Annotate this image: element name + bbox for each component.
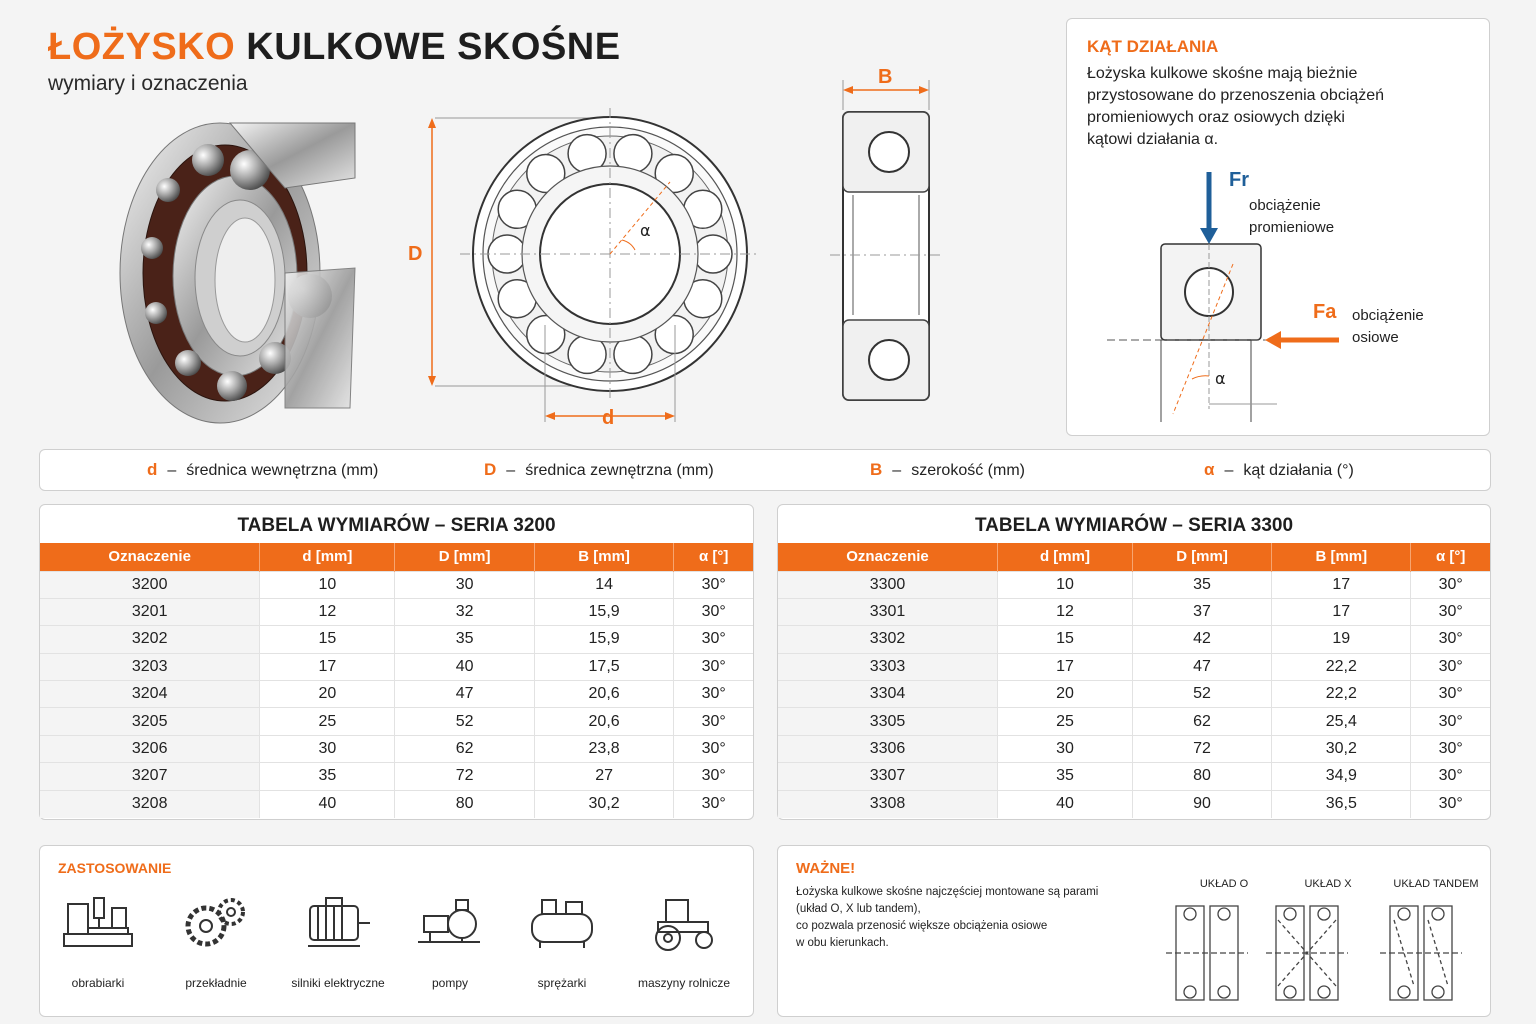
value-cell: 15,9 [534,598,673,625]
designation-cell: 3303 [778,653,998,680]
column-header: d [mm] [260,543,395,571]
symbols-legend [39,449,1491,491]
value-cell: 37 [1132,598,1271,625]
table-row [40,763,753,790]
column-header: Oznaczenie [40,543,260,571]
table-series-3200 [39,504,754,820]
designation-cell: 3203 [40,653,260,680]
value-cell: 30° [1411,626,1490,653]
column-header: B [mm] [534,543,673,571]
angle-info-panel [1066,18,1490,436]
value-cell: 22,2 [1272,653,1411,680]
value-cell: 30° [1411,571,1490,598]
note-text [796,884,1141,952]
layout-o-drawing [1166,906,1248,1000]
value-cell: 30° [674,571,753,598]
value-cell: 30 [998,735,1133,762]
value-cell: 42 [1132,626,1271,653]
legend-item-alpha: α – kąt działania (°) [1204,460,1354,479]
column-header: Oznaczenie [778,543,998,571]
mounting-layouts-diagram [1158,900,1488,1010]
value-cell: 22,2 [1272,681,1411,708]
value-cell: 52 [395,708,534,735]
app-pumps [392,892,508,990]
layout-tandem-label: UKŁAD TANDEM [1393,878,1479,890]
value-cell: 30° [674,790,753,817]
value-cell: 15 [260,626,395,653]
designation-cell: 3208 [40,790,260,817]
designation-cell: 3200 [40,571,260,598]
table-row [778,626,1490,653]
value-cell: 25 [260,708,395,735]
table-row [778,708,1490,735]
value-cell: 17,5 [534,653,673,680]
value-cell: 15,9 [534,626,673,653]
value-cell: 32 [395,598,534,625]
table-row [40,626,753,653]
value-cell: 12 [998,598,1133,625]
page-subtitle: wymiary i oznaczenia [48,72,248,95]
value-cell: 20 [998,681,1133,708]
app-label: obrabiarki [71,976,125,990]
compressor-icon [522,892,602,954]
value-cell: 19 [1272,626,1411,653]
legend-symbol: D [484,460,497,479]
angle-panel-description: Łożyska kulkowe skośne mają bieżnie przystosowane do przenoszenia obciążeń promieniowych oraz osiowych dzięki kątowi działania α. [1087,65,1385,148]
value-cell: 17 [1272,571,1411,598]
designation-cell: 3206 [40,735,260,762]
app-machine-tools [40,892,156,990]
value-cell: 20,6 [534,708,673,735]
value-cell: 30° [1411,735,1490,762]
table-row [40,790,753,817]
important-note-panel [777,845,1491,1017]
table-title: TABELA WYMIARÓW – SERIA 3300 [974,515,1294,536]
tractor-icon [644,892,724,954]
layout-x-drawing [1266,906,1348,1000]
designation-cell: 3304 [778,681,998,708]
app-agricultural-machines [626,892,742,990]
app-compressors [504,892,620,990]
value-cell: 30° [674,735,753,762]
value-cell: 80 [395,790,534,817]
fr-label: Fr [1229,169,1249,191]
value-cell: 10 [998,571,1133,598]
designation-cell: 3204 [40,681,260,708]
table-row [778,763,1490,790]
value-cell: 30,2 [534,790,673,817]
legend-text: kąt działania (°) [1243,462,1354,479]
value-cell: 17 [998,653,1133,680]
table-row [778,598,1490,625]
designation-cell: 3202 [40,626,260,653]
value-cell: 80 [1132,763,1271,790]
value-cell: 30° [1411,790,1490,817]
note-line: w obu kierunkach. [796,937,889,949]
value-cell: 62 [395,735,534,762]
value-cell: 27 [534,763,673,790]
fa-text: obciążenie osiowe [1352,307,1424,346]
layout-x-label: UKŁAD X [1304,878,1352,890]
value-cell: 30° [1411,653,1490,680]
note-title: WAŻNE! [796,860,856,877]
note-line: (układ O, X lub tandem), [796,903,921,915]
table-row [778,571,1490,598]
value-cell: 72 [1132,735,1271,762]
table-series-3300 [777,504,1491,820]
value-cell: 30,2 [1272,735,1411,762]
value-cell: 15 [998,626,1133,653]
designation-cell: 3308 [778,790,998,817]
designation-cell: 3300 [778,571,998,598]
value-cell: 14 [534,571,673,598]
value-cell: 12 [260,598,395,625]
value-cell: 47 [1132,653,1271,680]
value-cell: 52 [1132,681,1271,708]
layout-o-label: UKŁAD O [1199,878,1249,890]
dimensions-table [40,543,753,818]
value-cell: 20,6 [534,681,673,708]
value-cell: 30° [674,708,753,735]
table-row [40,735,753,762]
bearing-3d-illustration [110,108,370,428]
value-cell: 35 [998,763,1133,790]
table-row [40,571,753,598]
label-alpha-front: α [640,221,651,240]
title-accent: ŁOŻYSKO [48,26,236,68]
value-cell: 17 [260,653,395,680]
designation-cell: 3306 [778,735,998,762]
value-cell: 30° [674,763,753,790]
value-cell: 30° [1411,708,1490,735]
table-row [778,790,1490,817]
value-cell: 30° [1411,763,1490,790]
legend-text: szerokość (mm) [911,462,1025,479]
value-cell: 62 [1132,708,1271,735]
value-cell: 30° [1411,598,1490,625]
value-cell: 35 [395,626,534,653]
value-cell: 72 [395,763,534,790]
app-label: maszyny rolnicze [637,976,731,990]
designation-cell: 3301 [778,598,998,625]
legend-item-B: B – szerokość (mm) [870,460,1025,479]
label-B: B [878,66,893,88]
value-cell: 30° [674,681,753,708]
column-header: D [mm] [395,543,534,571]
fr-text: obciążenie promieniowe [1249,197,1335,236]
column-header: D [mm] [1132,543,1271,571]
side-section-drawing [825,60,955,410]
table-row [40,681,753,708]
designation-cell: 3305 [778,708,998,735]
fa-label: Fa [1313,301,1337,323]
value-cell: 34,9 [1272,763,1411,790]
angle-alpha-label: α [1215,369,1226,388]
value-cell: 30 [395,571,534,598]
app-label: przekładnie [185,976,247,990]
value-cell: 10 [260,571,395,598]
app-label: sprężarki [537,976,587,990]
value-cell: 47 [395,681,534,708]
app-gears [158,892,274,990]
value-cell: 30 [260,735,395,762]
label-D: D [408,243,423,265]
legend-symbol: B [870,460,883,479]
value-cell: 30° [674,626,753,653]
value-cell: 20 [260,681,395,708]
note-line: co pozwala przenosić większe obciążenia osiowe [796,920,1048,932]
value-cell: 30° [674,653,753,680]
electric-motor-icon [298,892,378,954]
designation-cell: 3205 [40,708,260,735]
table-row [40,653,753,680]
value-cell: 40 [395,653,534,680]
column-header: B [mm] [1272,543,1411,571]
title-rest: KULKOWE SKOŚNE [246,26,621,68]
pump-icon [410,892,490,954]
table-row [40,598,753,625]
value-cell: 35 [1132,571,1271,598]
legend-item-D: D – średnica zewnętrzna (mm) [484,460,714,479]
column-header: d [mm] [998,543,1133,571]
machine-tool-icon [58,892,138,954]
value-cell: 90 [1132,790,1271,817]
legend-text: średnica wewnętrzna (mm) [186,462,379,479]
applications-title: ZASTOSOWANIE [58,860,172,876]
value-cell: 25,4 [1272,708,1411,735]
app-label: silniki elektryczne [291,976,385,990]
designation-cell: 3207 [40,763,260,790]
designation-cell: 3201 [40,598,260,625]
gears-icon [176,892,256,954]
value-cell: 17 [1272,598,1411,625]
legend-symbol: d [147,460,158,479]
designation-cell: 3307 [778,763,998,790]
front-view-drawing [400,100,770,430]
value-cell: 30° [1411,681,1490,708]
value-cell: 40 [998,790,1133,817]
label-d: d [602,407,615,429]
value-cell: 35 [260,763,395,790]
table-title: TABELA WYMIARÓW – SERIA 3200 [237,515,556,536]
legend-item-d: d – średnica wewnętrzna (mm) [147,460,379,479]
value-cell: 36,5 [1272,790,1411,817]
table-row [778,735,1490,762]
column-header: α [°] [1411,543,1490,571]
value-cell: 25 [998,708,1133,735]
value-cell: 40 [260,790,395,817]
page-title [48,26,621,69]
legend-symbol: α [1204,460,1215,479]
angle-panel-title: KĄT DZIAŁANIA [1087,37,1219,56]
layout-tandem-drawing [1380,906,1462,1000]
value-cell: 23,8 [534,735,673,762]
designation-cell: 3302 [778,626,998,653]
legend-text: średnica zewnętrzna (mm) [525,462,714,479]
table-row [778,653,1490,680]
table-row [40,708,753,735]
column-header: α [°] [674,543,753,571]
value-cell: 30° [674,598,753,625]
app-electric-motors [280,892,396,990]
table-row [778,681,1490,708]
dimensions-table [778,543,1490,818]
note-line: Łożyska kulkowe skośne najczęściej montowane są parami [796,886,1099,898]
applications-panel [39,845,754,1017]
app-label: pompy [431,976,469,990]
